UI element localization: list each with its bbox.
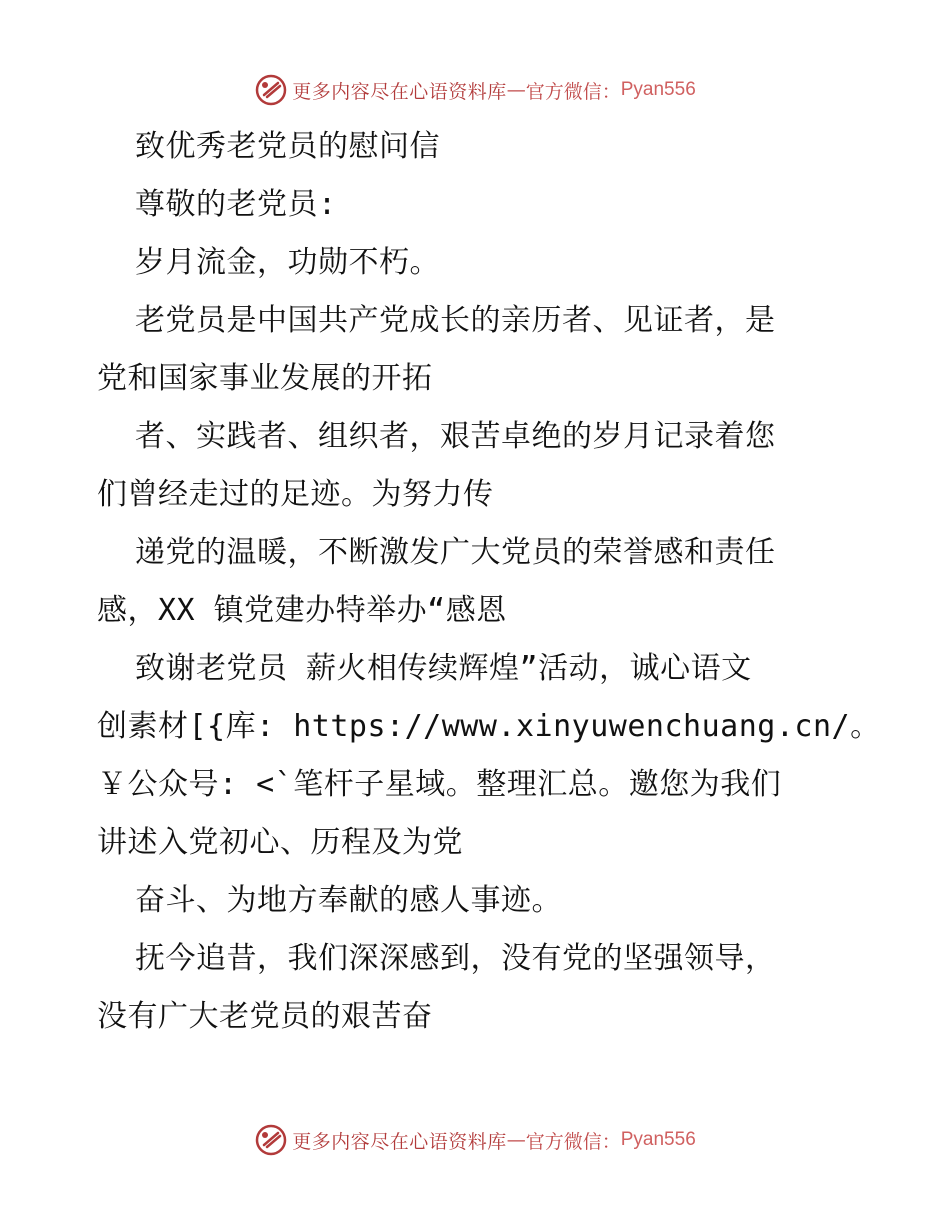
text-line: 没有广大老党员的艰苦奋 bbox=[97, 999, 433, 1034]
banner-contact-label: 官方微信： bbox=[525, 1130, 621, 1153]
text-line: 递党的温暖，不断激发广大党员的荣誉感和责任 bbox=[135, 535, 776, 570]
banner-contact-label: 官方微信： bbox=[525, 80, 621, 103]
text-line: ￥公众号: <`笔杆子星域。整理汇总。邀您为我们 bbox=[97, 767, 782, 802]
text-line: 老党员是中国共产党成长的亲历者、见证者，是 bbox=[135, 303, 776, 338]
text-line: 尊敬的老党员: bbox=[135, 187, 337, 222]
header-banner bbox=[0, 70, 950, 110]
text-line: 岁月流金，功勋不朽。 bbox=[135, 245, 440, 280]
banner-wechat-id: Pyan556 bbox=[620, 79, 696, 100]
footer-banner bbox=[0, 1120, 950, 1160]
text-line: 致谢老党员 薪火相传续辉煌”活动，诚心语文 bbox=[135, 651, 752, 686]
banner-wechat-id: Pyan556 bbox=[620, 1129, 696, 1150]
text-line: 们曾经走过的足迹。为努力传 bbox=[97, 477, 494, 512]
text-line: 奋斗、为地方奉献的感人事迹。 bbox=[135, 883, 562, 918]
letter-body bbox=[97, 118, 881, 1046]
text-line: 创素材[{库: https://www.xinyuwenchuang.cn/。 bbox=[97, 709, 881, 744]
text-line: 者、实践者、组织者，艰苦卓绝的岁月记录着您 bbox=[135, 419, 776, 454]
text-line: 抚今追昔，我们深深感到，没有党的坚强领导， bbox=[135, 941, 776, 976]
text-line: 党和国家事业发展的开拓 bbox=[97, 361, 433, 396]
banner-text: 更多内容尽在心语资料库 bbox=[292, 1130, 507, 1153]
text-line: 致优秀老党员的慰问信 bbox=[135, 129, 440, 164]
seal-logo-icon bbox=[254, 1123, 288, 1157]
text-line: 感，XX 镇党建办特举办“感恩 bbox=[97, 593, 507, 628]
banner-separator: — bbox=[506, 1129, 526, 1151]
banner-separator: — bbox=[506, 79, 526, 101]
seal-logo-icon bbox=[254, 73, 288, 107]
text-line: 讲述入党初心、历程及为党 bbox=[97, 825, 463, 860]
banner-text: 更多内容尽在心语资料库 bbox=[292, 80, 507, 103]
